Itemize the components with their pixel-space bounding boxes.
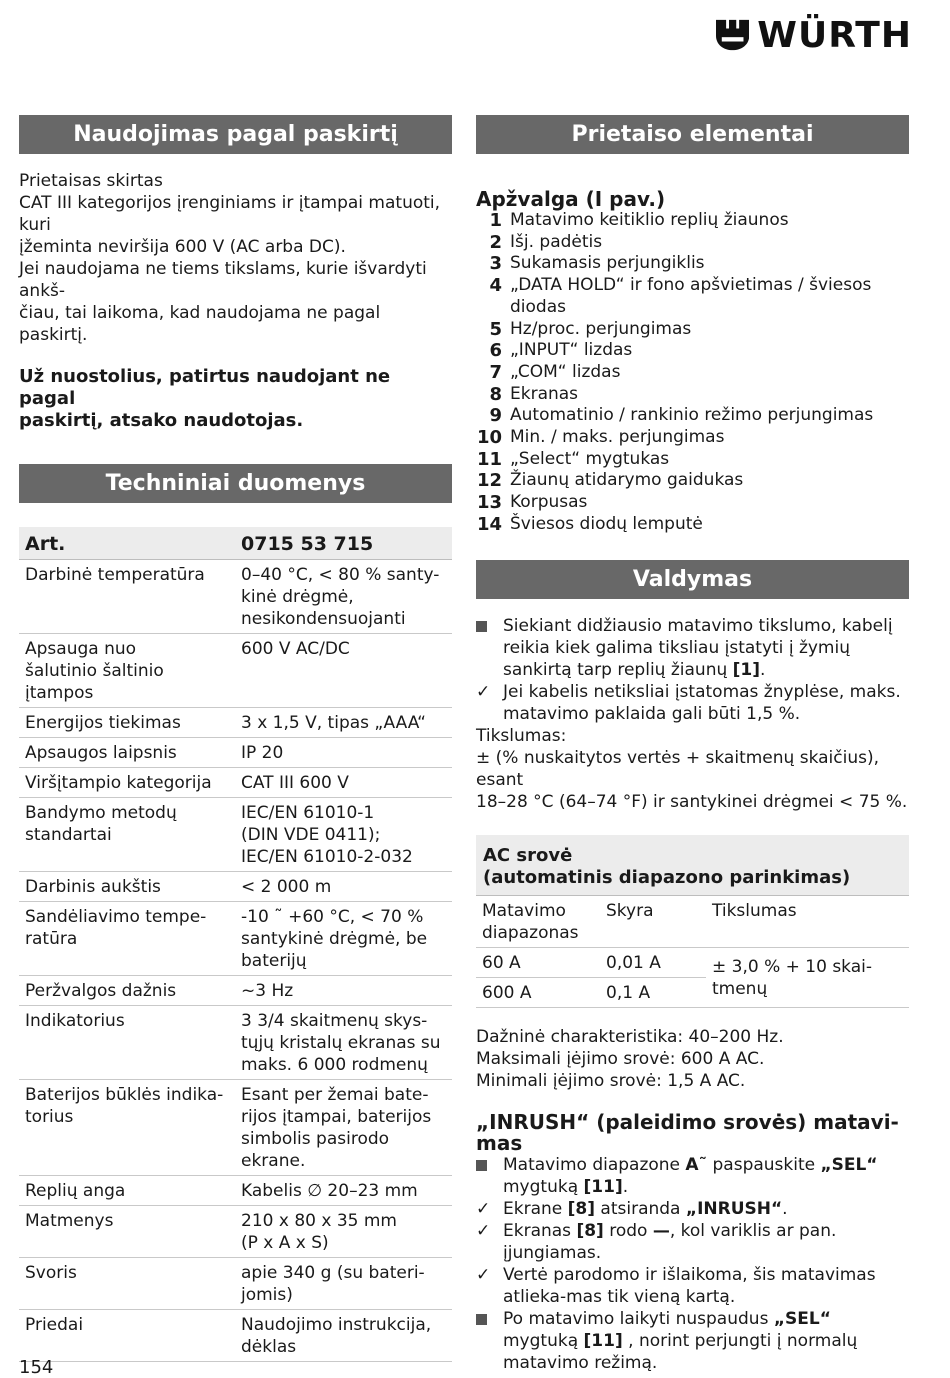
spec-key: Svoris: [19, 1258, 235, 1310]
ref-display: [8]: [567, 1198, 596, 1219]
table-row: [19, 560, 452, 634]
spec-key: Darbinė temperatūra: [19, 560, 235, 634]
list-item: [476, 470, 909, 492]
table-row: [19, 1310, 452, 1362]
item-text: Automatinio / rankinio režimo perjungimas: [510, 405, 874, 426]
intended-use-line: CAT III kategorijos įrenginiams ir įtampai matuoti, kuri: [19, 193, 441, 235]
punct: .: [760, 659, 766, 680]
range-cell: 60 A: [476, 947, 600, 977]
spec-value: CAT III 600 V: [235, 768, 452, 798]
ac-note: Minimali įėjimo srovė: 1,5 A AC.: [476, 1070, 746, 1091]
spec-key: Sandėliavimo tempe- ratūra: [19, 902, 235, 976]
checkmark-icon: ✓: [476, 1198, 491, 1219]
inrush-text: , norint perjungti į normalų matavimo režimą.: [503, 1330, 858, 1373]
table-row: [19, 1006, 452, 1080]
table-row: [19, 1176, 452, 1206]
spec-value: IEC/EN 61010-1 (DIN VDE 0411); IEC/EN 61010-2-032: [235, 798, 452, 872]
inrush-text: Matavimo diapazone: [503, 1154, 686, 1175]
overview-list: [476, 210, 909, 536]
item-text: „Select“ mygtukas: [510, 448, 670, 469]
list-item: [476, 1308, 909, 1374]
ac-current-table: [476, 896, 909, 1008]
inrush-text: paspauskite: [707, 1154, 821, 1175]
item-number: 11: [476, 448, 502, 470]
table-row: [19, 708, 452, 738]
ref-select: [11]: [583, 1176, 623, 1197]
square-bullet-icon: [476, 1314, 487, 1325]
spec-key: Apsauga nuo šalutinio šaltinio įtampos: [19, 634, 235, 708]
spec-key: Baterijos būklės indika- torius: [19, 1080, 235, 1176]
spec-key: Apsaugos laipsnis: [19, 738, 235, 768]
operation-list: [476, 615, 909, 725]
intended-use-line: Prietaisas skirtas: [19, 171, 163, 191]
list-item: [476, 615, 909, 681]
inrush-text: Ekranas: [503, 1220, 577, 1241]
table-row: [19, 768, 452, 798]
spec-value: 3 x 1,5 V, tipas „AAA“: [235, 708, 452, 738]
list-item: [476, 1220, 909, 1264]
right-column: [476, 115, 909, 1374]
list-item: [476, 1198, 909, 1220]
item-text: „INPUT“ lizdas: [510, 340, 633, 361]
item-text: Išj. padėtis: [510, 231, 603, 252]
accuracy-line: ± (% nuskaitytos vertės + skaitmenų skaičius), esant: [476, 747, 879, 790]
elements-heading: Prietaiso elementai: [476, 115, 909, 154]
item-text: Ekranas: [510, 383, 579, 404]
item-number: 3: [489, 253, 502, 275]
table-row: [19, 872, 452, 902]
operation-bullet-text: Siekiant didžiausio matavimo tikslumo, kabelį reikia kiek galima tiksliau įstatyti į žymių sankirtą tarp replių žiaunų: [503, 615, 893, 680]
table-row: [19, 976, 452, 1006]
spec-value: IP 20: [235, 738, 452, 768]
ac-note: Dažninė charakteristika: 40–200 Hz.: [476, 1026, 784, 1047]
accuracy-line: 18–28 °C (64–74 °F) ir santykinei drėgmei < 75 %.: [476, 791, 908, 812]
spec-value: 0–40 °C, < 80 % santy- kinė drėgmė, nesikondensuojanti: [235, 560, 452, 634]
item-number: 1: [489, 210, 502, 231]
inrush-text: rodo: [603, 1220, 653, 1241]
table-row: [19, 1258, 452, 1310]
spec-key: Energijos tiekimas: [19, 708, 235, 738]
page-number: 154: [19, 1357, 54, 1378]
spec-value: 3 3/4 skaitmenų skys- tųjų kristalų ekranas su maks. 6 000 rodmenų: [235, 1006, 452, 1080]
operation-check-text: Jei kabelis netiksliai įstatomas žnyplėse, maks. matavimo paklaida gali būti 1,5 %.: [503, 681, 901, 724]
spec-key: Matmenys: [19, 1206, 235, 1258]
list-item: [476, 1264, 909, 1308]
item-text: Korpusas: [510, 492, 588, 513]
item-text: Žiaunų atidarymo gaidukas: [510, 470, 744, 491]
wurth-logo-icon: [716, 14, 749, 56]
list-item: [476, 384, 909, 406]
list-item: [476, 362, 909, 384]
inrush-text: Ekrane: [503, 1198, 568, 1219]
table-row: [19, 738, 452, 768]
ac-range-symbol: A˜: [685, 1154, 708, 1175]
col-accuracy: Tikslumas: [706, 896, 909, 948]
inrush-text: atsiranda: [595, 1198, 686, 1219]
inrush-text: mygtuką: [503, 1176, 584, 1197]
ac-title: AC srovė: [483, 844, 573, 866]
ac-current-heading: [476, 835, 909, 896]
list-item: [476, 210, 909, 232]
art-label: Art.: [19, 527, 235, 560]
item-text: Matavimo keitiklio replių žiaunos: [510, 210, 789, 230]
spec-value: ~3 Hz: [235, 976, 452, 1006]
ac-note: Maksimali įėjimo srovė: 600 A AC.: [476, 1048, 765, 1069]
table-header-row: [19, 527, 452, 560]
spec-key: Bandymo metodų standartai: [19, 798, 235, 872]
ref-select: [11]: [583, 1330, 623, 1351]
spec-key: Peržvalgos dažnis: [19, 976, 235, 1006]
list-item: [476, 405, 909, 427]
item-text: Šviesos diodų lemputė: [510, 513, 703, 534]
table-row: [19, 1206, 452, 1258]
item-number: 4: [489, 275, 502, 297]
spec-value: Esant per žemai bate- rijos įtampai, baterijos simbolis pasirodo ekrane.: [235, 1080, 452, 1176]
checkmark-icon: ✓: [476, 681, 491, 702]
inrush-list: [476, 1154, 909, 1374]
sel-key-label: „SEL“: [820, 1154, 878, 1175]
intended-use-line: Jei naudojama ne tiems tikslams, kurie išvardyti ankš-: [19, 259, 427, 301]
square-bullet-icon: [476, 1160, 487, 1171]
spec-key: Indikatorius: [19, 1006, 235, 1080]
list-item: [476, 514, 909, 536]
item-number: 13: [476, 492, 502, 514]
list-item: [476, 275, 909, 318]
item-number: 8: [489, 383, 502, 405]
resolution-cell: 0,1 A: [600, 977, 706, 1007]
tech-data-heading: Techniniai duomenys: [19, 464, 452, 503]
spec-value: 210 x 80 x 35 mm (P x A x S): [235, 1206, 452, 1258]
spec-key: Replių anga: [19, 1176, 235, 1206]
brand-name: WÜRTH: [757, 14, 912, 56]
punct: .: [782, 1198, 788, 1219]
dash-symbol: —: [652, 1220, 670, 1241]
table-row: [19, 902, 452, 976]
intended-use-line: įžeminta neviršija 600 V (AC arba DC).: [19, 237, 346, 257]
inrush-display-label: „INRUSH“: [685, 1198, 783, 1219]
left-column: [19, 115, 452, 1362]
item-number: 2: [489, 231, 502, 253]
checkmark-icon: ✓: [476, 1220, 491, 1241]
operation-heading: Valdymas: [476, 560, 909, 599]
intended-use-line: čiau, tai laikoma, kad naudojama ne pagal paskirtį.: [19, 303, 381, 345]
inrush-title: „INRUSH“ (paleidimo srovės) matavi- mas: [476, 1109, 899, 1155]
inrush-text: Vertė parodomo ir išlaikoma, šis matavimas atlieka-mas tik vieną kartą.: [503, 1264, 876, 1307]
ref-jaws: [1]: [732, 659, 761, 680]
brand-logo: [716, 12, 912, 58]
item-number: 14: [476, 513, 502, 535]
table-row: [19, 798, 452, 872]
resolution-cell: 0,01 A: [600, 947, 706, 977]
sel-key-label: „SEL“: [773, 1308, 831, 1329]
ac-subtitle: (automatinis diapazono parinkimas): [483, 866, 851, 888]
intended-use-heading: Naudojimas pagal paskirtį: [19, 115, 452, 154]
checkmark-icon: ✓: [476, 1264, 491, 1285]
item-number: 7: [489, 361, 502, 383]
item-number: 5: [489, 318, 502, 340]
spec-key: Viršįtampio kategorija: [19, 768, 235, 798]
spec-value: Kabelis ∅ 20–23 mm: [235, 1176, 452, 1206]
overview-title: Apžvalga (I pav.): [476, 187, 666, 211]
list-item: [476, 1154, 909, 1198]
list-item: [476, 492, 909, 514]
item-number: 12: [476, 470, 502, 492]
spec-value: < 2 000 m: [235, 872, 452, 902]
list-item: [476, 681, 909, 725]
spec-value: -10 ˜ +60 °C, < 70 % santykinė drėgmė, be baterijų: [235, 902, 452, 976]
list-item: [476, 253, 909, 275]
table-row: [476, 947, 909, 977]
item-text: Hz/proc. perjungimas: [510, 318, 692, 339]
art-number: 0715 53 715: [235, 527, 452, 560]
accuracy-cell: ± 3,0 % + 10 skai- tmenų: [706, 947, 909, 1007]
item-number: 9: [489, 405, 502, 427]
item-number: 10: [476, 427, 502, 449]
punct: .: [622, 1176, 629, 1197]
list-item: [476, 232, 909, 254]
warning-line: paskirtį, atsako naudotojas.: [19, 410, 304, 431]
accuracy-line: Tikslumas:: [476, 725, 567, 746]
list-item: [476, 427, 909, 449]
list-item: [476, 340, 909, 362]
list-item: [476, 449, 909, 471]
range-cell: 600 A: [476, 977, 600, 1007]
table-row: [19, 634, 452, 708]
spec-key: Darbinis aukštis: [19, 872, 235, 902]
list-item: [476, 319, 909, 341]
item-text: Sukamasis perjungiklis: [510, 253, 705, 274]
table-row: [19, 1080, 452, 1176]
spec-value: Naudojimo instrukcija, dėklas: [235, 1310, 452, 1362]
inrush-text: Po matavimo laikyti nuspaudus: [503, 1308, 774, 1329]
item-text: „DATA HOLD“ ir fono apšvietimas / šviesos diodas: [510, 275, 872, 317]
tech-data-table: [19, 527, 452, 1362]
item-text: Min. / maks. perjungimas: [510, 427, 725, 448]
spec-value: 600 V AC/DC: [235, 634, 452, 708]
intended-use-text: [19, 170, 452, 346]
col-range: Matavimo diapazonas: [476, 896, 600, 948]
warning-line: Už nuostolius, patirtus naudojant ne pagal: [19, 366, 391, 409]
square-bullet-icon: [476, 621, 487, 632]
item-number: 6: [489, 340, 502, 362]
liability-warning: [19, 366, 452, 432]
col-resolution: Skyra: [600, 896, 706, 948]
table-row: [476, 896, 909, 948]
spec-value: apie 340 g (su bateri- jomis): [235, 1258, 452, 1310]
inrush-text: mygtuką: [503, 1330, 584, 1351]
inrush-text: , kol variklis ar pan. įjungiamas.: [503, 1220, 837, 1263]
spec-key: Priedai: [19, 1310, 235, 1362]
item-text: „COM“ lizdas: [510, 361, 621, 382]
ref-display: [8]: [576, 1220, 604, 1241]
